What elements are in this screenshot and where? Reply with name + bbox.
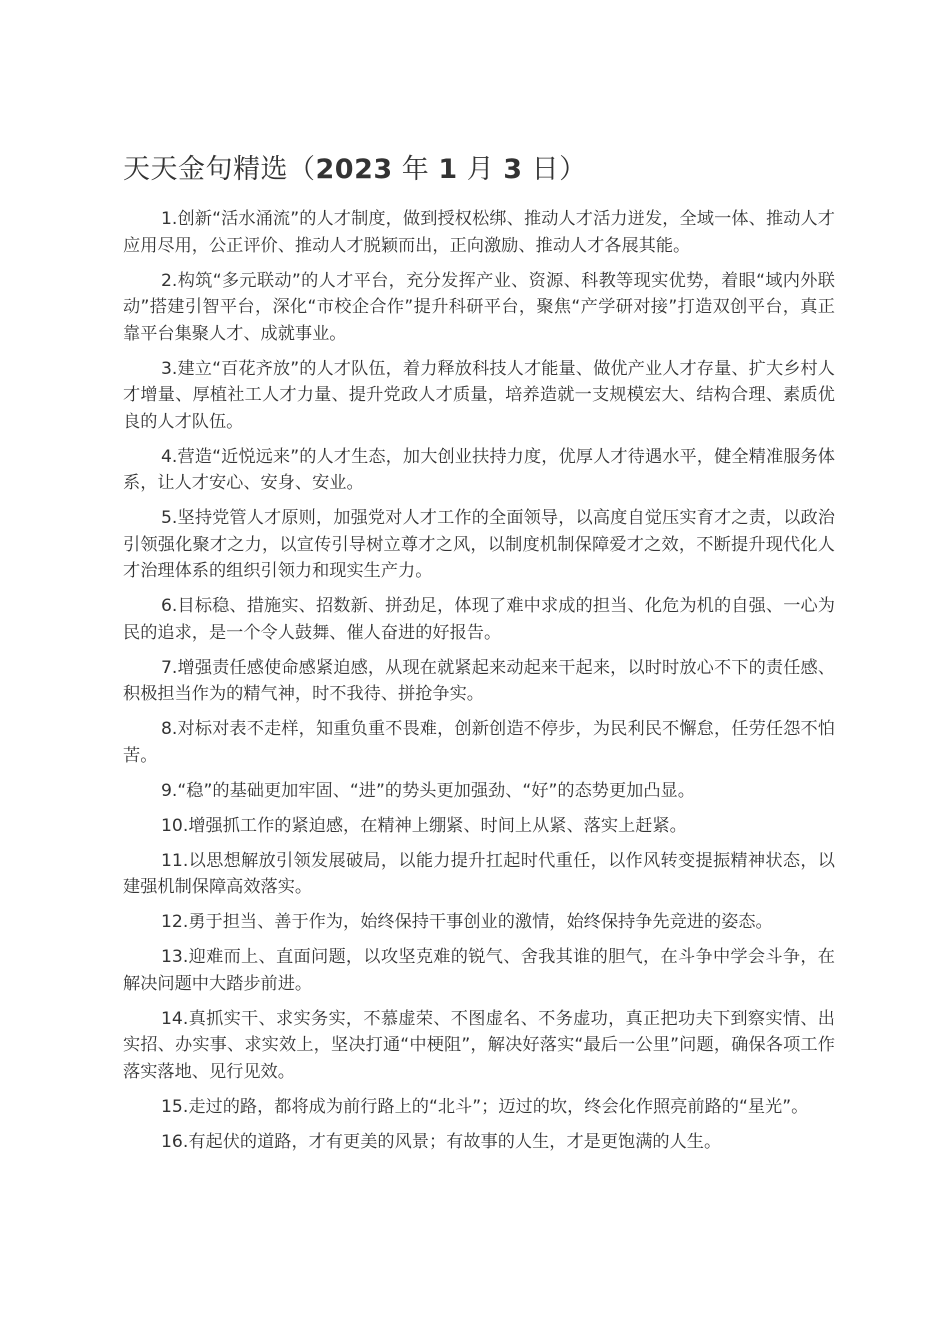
quote-paragraph-2: 2.构筑“多元联动”的人才平台，充分发挥产业、资源、科教等现实优势，着眼“域内外联动”搭建引智平台，深化“市校企合作”提升科研平台，聚焦“产学研对接”打造双创平台，真正靠平台集聚人才、成就事业。 [123, 270, 835, 344]
title-prefix: 天天金句精选（ [123, 154, 316, 185]
title-year-unit: 年 [392, 154, 439, 185]
quote-paragraph-8: 8.对标对表不走样，知重负重不畏难，创新创造不停步，为民利民不懈怠，任劳任怨不怕苦。 [123, 719, 835, 766]
title-year: 2023 [315, 154, 393, 185]
title-month-unit: 月 [457, 154, 504, 185]
title-day: 3 [503, 154, 523, 185]
document-title [123, 150, 835, 190]
quote-paragraph-10: 10.增强抓工作的紧迫感，在精神上绷紧、时间上从紧、落实上赶紧。 [161, 815, 687, 836]
quote-paragraph-9: 9.“稳”的基础更加牢固、“进”的势头更加强劲、“好”的态势更加凸显。 [161, 780, 695, 801]
quote-paragraph-12: 12.勇于担当、善于作为，始终保持干事创业的激情，始终保持争先竞进的姿态。 [161, 912, 773, 932]
quote-paragraph-11: 11.以思想解放引领发展破局，以能力提升扛起时代重任，以作风转变提振精神状态，以建强机制保障高效落实。 [123, 850, 835, 897]
document-page [123, 150, 835, 1164]
quote-paragraph-16: 16.有起伏的道路，才有更美的风景；有故事的人生，才是更饱满的人生。 [161, 1131, 722, 1152]
quote-paragraph-15: 15.走过的路，都将成为前行路上的“北斗”；迈过的坎，终会化作照亮前路的“星光”。 [161, 1096, 809, 1117]
quote-paragraph-1: 1.创新“活水涌流”的人才制度，做到授权松绑、推动人才活力迸发，全域一体、推动人才应用尽用，公正评价、推动人才脱颖而出，正向激励、推动人才各展其能。 [123, 209, 835, 256]
quote-paragraph-14: 14.真抓实干、求实务实，不慕虚荣、不图虚名、不务虚功，真正把功夫下到察实情、出实招、办实事、求实效上，坚决打通“中梗阻”，解决好落实“最后一公里”问题，确保各项工作落实落地、见行见效。 [123, 1008, 835, 1082]
quote-paragraph-13: 13.迎难而上、直面问题，以攻坚克难的锐气、舍我其谁的胆气，在斗争中学会斗争，在解决问题中大踏步前进。 [123, 947, 835, 994]
quote-paragraph-3: 3.建立“百花齐放”的人才队伍，着力释放科技人才能量、做优产业人才存量、扩大乡村人才增量、厚植社工人才力量、提升党政人才质量，培养造就一支规模宏大、结构合理、素质优良的人才队伍。 [123, 358, 835, 432]
quote-paragraph-4: 4.营造“近悦远来”的人才生态，加大创业扶持力度，优厚人才待遇水平，健全精准服务体系，让人才安心、安身、安业。 [123, 446, 835, 493]
title-month: 1 [438, 154, 458, 185]
quote-paragraph-5: 5.坚持党管人才原则，加强党对人才工作的全面领导，以高度自觉压实育才之责，以政治引领强化聚才之力，以宣传引导树立尊才之风，以制度机制保障爱才之效，不断提升现代化人才治理体系的组织引领力和现实生产力。 [123, 508, 835, 581]
quote-paragraph-7: 7.增强责任感使命感紧迫感，从现在就紧起来动起来干起来，以时时放心不下的责任感、积极担当作为的精气神，时不我待、拼抢争实。 [123, 657, 835, 704]
title-suffix: 日） [522, 154, 587, 185]
quote-paragraph-6: 6.目标稳、措施实、招数新、拼劲足，体现了难中求成的担当、化危为机的自强、一心为民的追求，是一个令人鼓舞、催人奋进的好报告。 [123, 596, 835, 643]
